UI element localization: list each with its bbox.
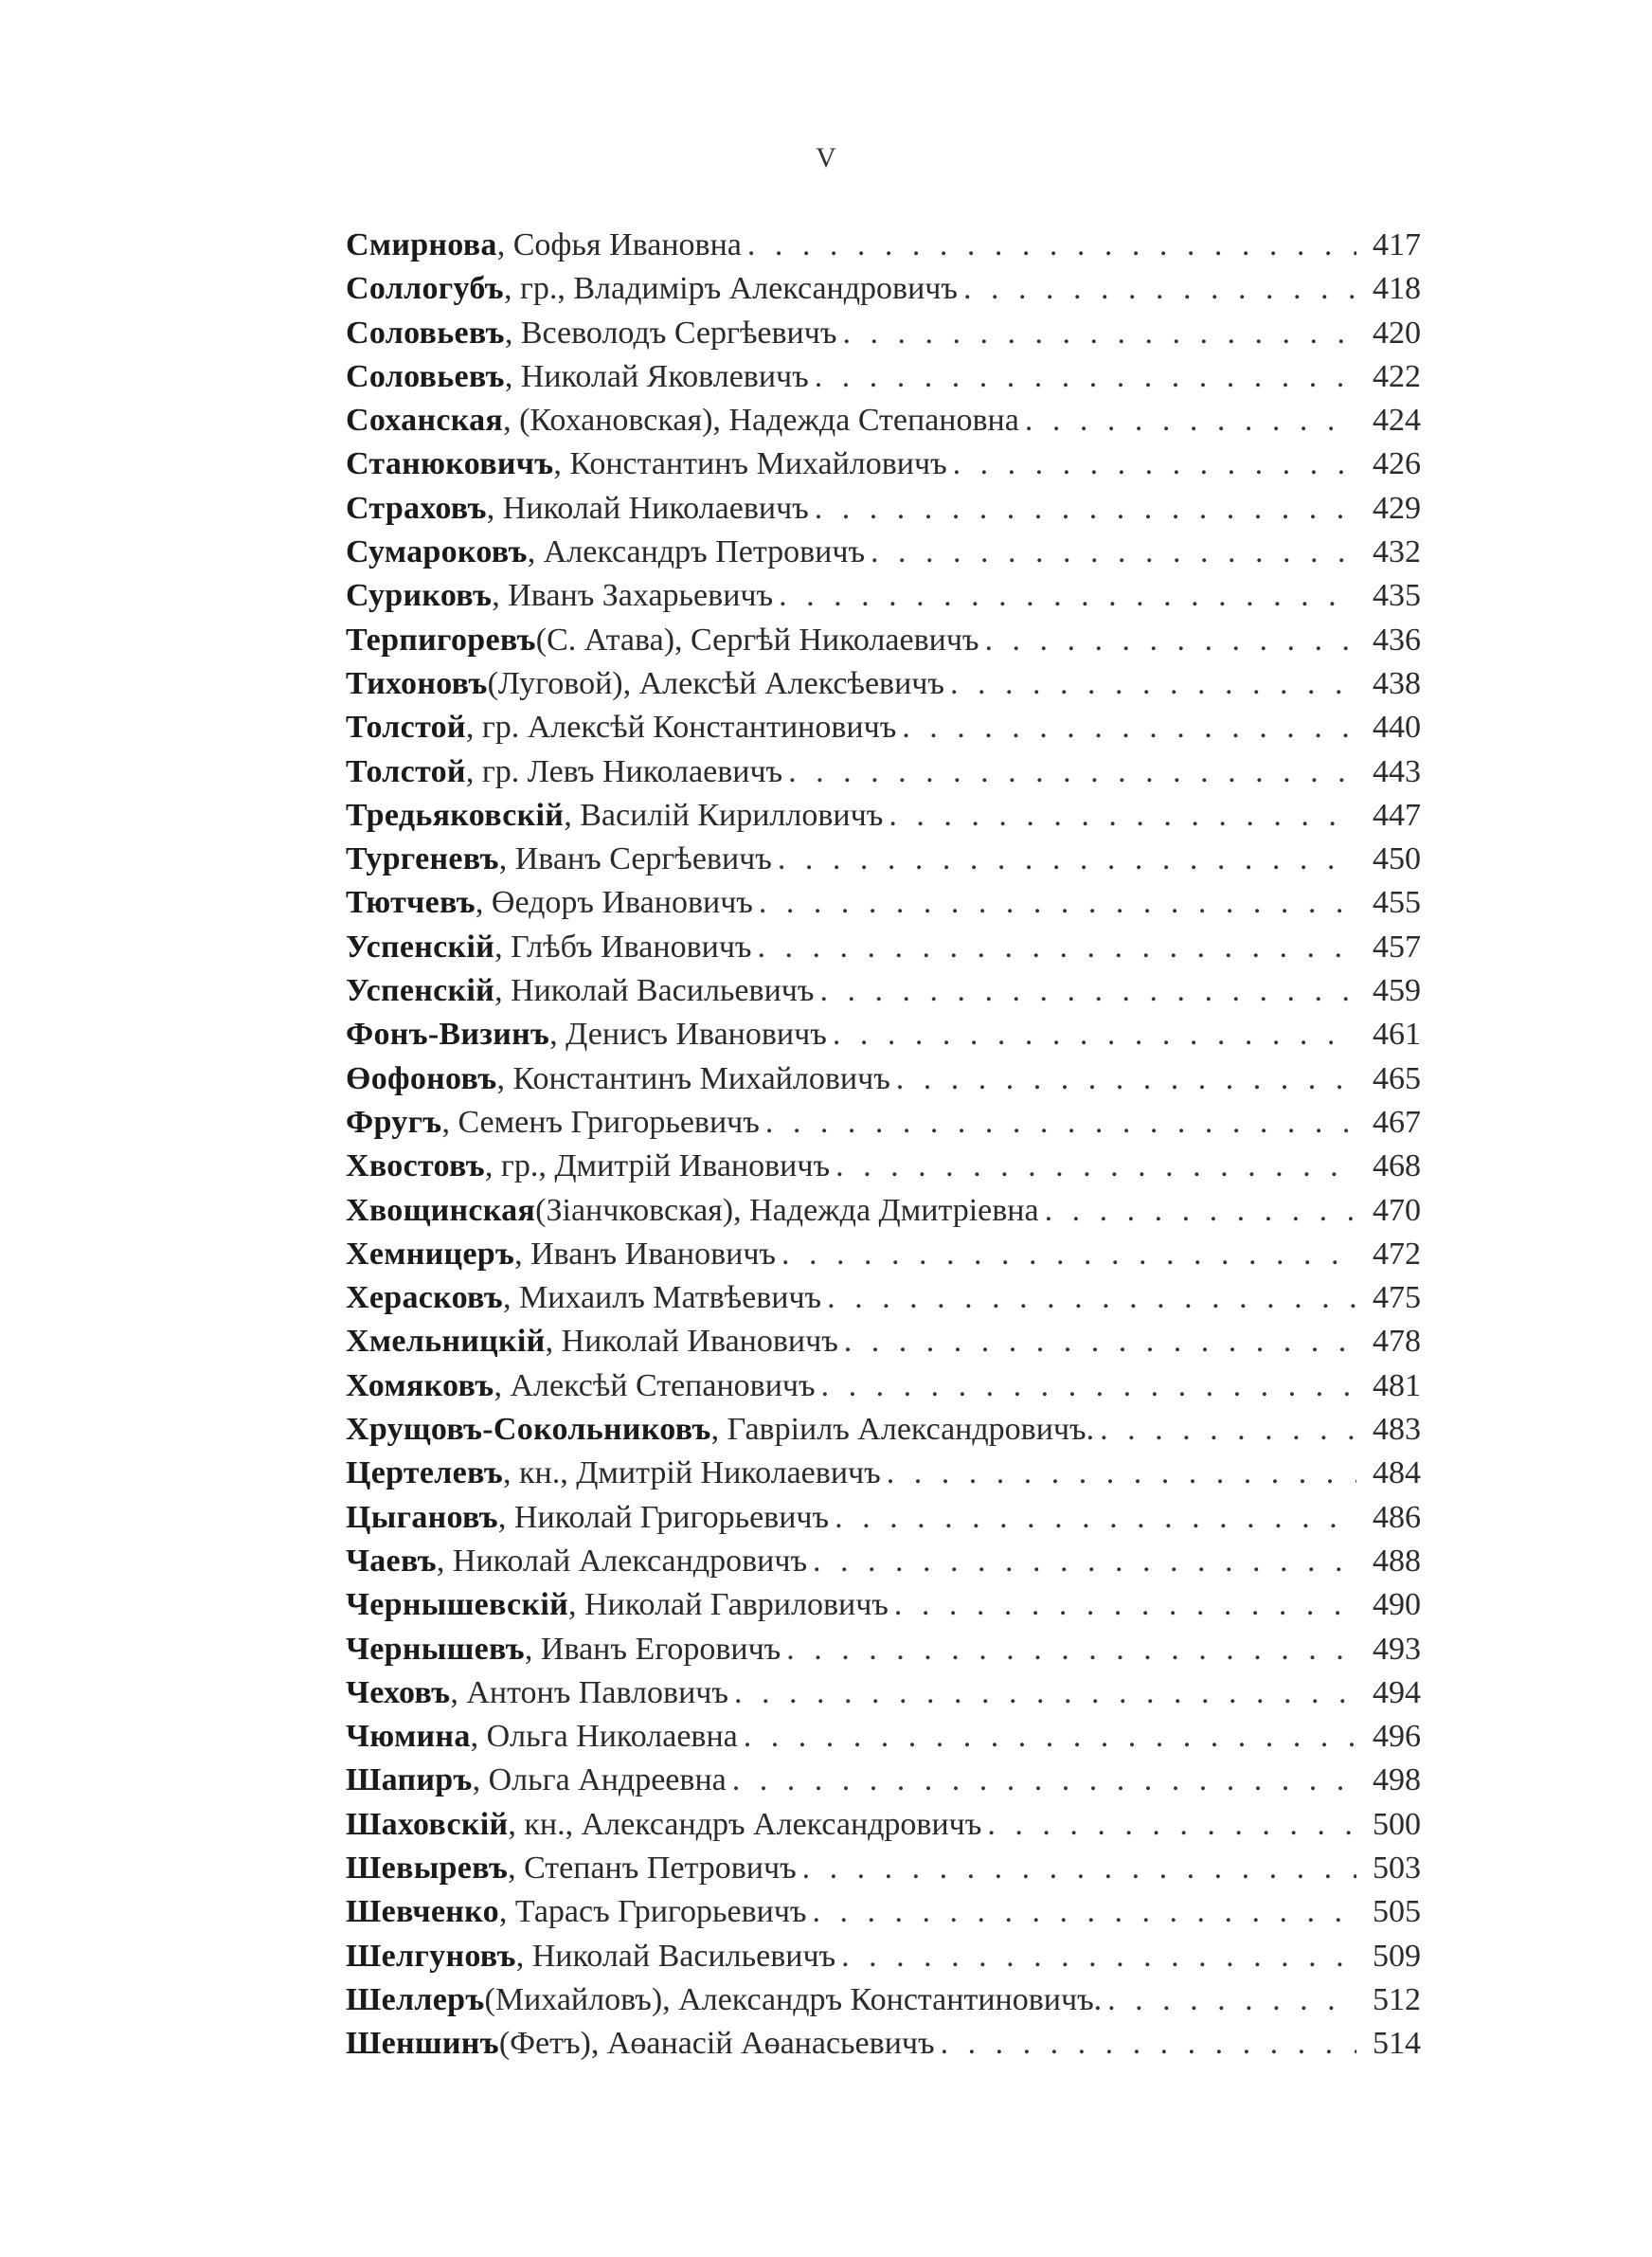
leader-dots [1045, 1193, 1356, 1229]
entry-name-details: , Тарасъ Григорьевичъ [498, 1894, 807, 1930]
entry-page-number: 426 [1373, 446, 1421, 482]
leader-dots [815, 491, 1356, 527]
entry-name-details: , Гавріилъ Александровичъ. [710, 1412, 1095, 1448]
leader-dots [802, 1851, 1356, 1887]
entry-name-details: , Константинъ Михайловичъ [553, 446, 947, 482]
entry-surname: Шаховскій [346, 1806, 509, 1842]
table-of-contents [346, 227, 1421, 2069]
entry-page-number: 424 [1373, 403, 1421, 439]
entry-page-number: 422 [1373, 358, 1421, 394]
entry-surname: Шевыревъ [346, 1850, 509, 1886]
leader-dots [987, 1807, 1356, 1843]
entry-page-number: 435 [1373, 578, 1421, 614]
entry-surname: Цыгановъ [346, 1499, 498, 1535]
leader-dots [1100, 1412, 1356, 1448]
entry-name-details: , Александръ Петровичъ [527, 534, 866, 570]
leader-dots [815, 359, 1356, 395]
leader-dots [844, 1324, 1356, 1360]
toc-entry [346, 1500, 1421, 1544]
entry-surname: Чернышевскій [346, 1587, 568, 1623]
entry-name-details: (С. Атава), Сергѣй Николаевичъ [535, 622, 979, 658]
entry-page-number: 432 [1373, 534, 1421, 570]
entry-page-number: 465 [1373, 1060, 1421, 1096]
entry-page-number: 457 [1373, 929, 1421, 965]
toc-entry [346, 1324, 1421, 1367]
entry-name-details: , гр. Алексѣй Константиновичъ [465, 710, 897, 746]
entry-name-details: , кн., Дмитрій Николаевичъ [503, 1455, 881, 1491]
entry-page-number: 461 [1373, 1017, 1421, 1053]
leader-dots [835, 1500, 1356, 1536]
entry-surname: Смирнова [346, 227, 497, 262]
entry-surname: Сумароковъ [346, 534, 528, 570]
entry-surname: Успенскій [346, 929, 495, 965]
entry-page-number: 505 [1373, 1894, 1421, 1930]
entry-name-details: (Луговой), Алексѣй Алексѣевичъ [487, 665, 944, 701]
entry-surname: Хемницеръ [346, 1236, 515, 1272]
entry-page-number: 459 [1373, 973, 1421, 1009]
toc-entry [346, 1762, 1421, 1806]
toc-entry [346, 1544, 1421, 1587]
entry-surname: Соловьевъ [346, 315, 505, 351]
entry-name-details: , (Кохановская), Надежда Степановна [503, 403, 1019, 439]
leader-dots [813, 1544, 1356, 1580]
entry-name-details: (Фетъ), Аөанасій Аөанасьевичъ [498, 2026, 935, 2062]
entry-surname: Станюковичъ [346, 446, 554, 482]
entry-surname: Толстой [346, 710, 466, 746]
toc-entry [346, 710, 1421, 753]
entry-page-number: 512 [1373, 1981, 1421, 2017]
toc-entry [346, 1148, 1421, 1192]
entry-page-number: 418 [1373, 271, 1421, 307]
toc-entry [346, 491, 1421, 534]
entry-name-details: (Михайловъ), Александръ Константиновичъ. [484, 1981, 1103, 2017]
entry-name-details: , Николай Александровичъ [436, 1543, 808, 1579]
toc-entry [346, 1587, 1421, 1631]
entry-surname: Шеллеръ [346, 1981, 485, 2017]
entry-name-details: , Николай Григорьевичъ [497, 1499, 830, 1535]
entry-page-number: 420 [1373, 315, 1421, 351]
entry-surname: Шевченко [346, 1894, 499, 1930]
toc-entry [346, 1193, 1421, 1237]
toc-entry [346, 1105, 1421, 1148]
toc-entry [346, 1851, 1421, 1894]
page-number: V [816, 142, 836, 173]
leader-dots [835, 1148, 1356, 1184]
toc-entry [346, 1807, 1421, 1851]
entry-surname: Суриковъ [346, 578, 493, 614]
entry-name-details: (Зіанчковская), Надежда Дмитріевна [535, 1192, 1039, 1228]
leader-dots [765, 1105, 1356, 1141]
entry-surname: Хвостовъ [346, 1148, 485, 1184]
entry-page-number: 484 [1373, 1455, 1421, 1491]
entry-name-details: , Николай Николаевичъ [486, 490, 809, 526]
entry-name-details: , Всеволодъ Сергѣевичъ [504, 315, 837, 351]
toc-entry [346, 403, 1421, 446]
entry-surname: Өофоновъ [346, 1060, 497, 1096]
entry-surname: Чеховъ [346, 1674, 451, 1710]
toc-entry [346, 930, 1421, 973]
entry-page-number: 488 [1373, 1543, 1421, 1579]
toc-entry [346, 1719, 1421, 1762]
entry-surname: Шелгуновъ [346, 1938, 516, 1974]
entry-name-details: , Николай Васильевичъ [494, 973, 815, 1009]
leader-dots [833, 1017, 1356, 1053]
leader-dots [896, 1061, 1356, 1097]
entry-page-number: 467 [1373, 1104, 1421, 1140]
entry-page-number: 481 [1373, 1367, 1421, 1403]
leader-dots [889, 798, 1356, 834]
entry-name-details: , Василій Кирилловичъ [564, 797, 884, 833]
toc-entry [346, 1368, 1421, 1412]
leader-dots [788, 754, 1356, 790]
entry-surname: Толстой [346, 753, 466, 789]
entry-name-details: , Степанъ Петровичъ [508, 1850, 797, 1886]
entry-page-number: 486 [1373, 1499, 1421, 1535]
entry-surname: Соловьевъ [346, 358, 505, 394]
entry-page-number: 483 [1373, 1412, 1421, 1448]
leader-dots [841, 1939, 1356, 1975]
entry-surname: Шеншинъ [346, 2026, 499, 2062]
toc-entry [346, 1280, 1421, 1324]
entry-name-details: , Николай Яковлевичъ [504, 358, 809, 394]
entry-page-number: 509 [1373, 1938, 1421, 1974]
leader-dots [819, 973, 1356, 1009]
leader-dots [950, 666, 1356, 702]
entry-name-details: , Константинъ Михайловичъ [496, 1060, 890, 1096]
entry-surname: Чюмина [346, 1719, 471, 1755]
leader-dots [842, 316, 1356, 352]
leader-dots [732, 1762, 1356, 1798]
entry-name-details: , Ольга Николаевна [470, 1719, 738, 1755]
toc-entry [346, 1982, 1421, 2026]
toc-entry [346, 1017, 1421, 1060]
leader-dots [985, 623, 1357, 659]
entry-page-number: 490 [1373, 1587, 1421, 1623]
entry-surname: Чернышевъ [346, 1631, 525, 1667]
entry-page-number: 417 [1373, 227, 1421, 262]
leader-dots [941, 2026, 1356, 2062]
entry-name-details: , Николай Гавриловичъ [567, 1587, 889, 1623]
leader-dots [758, 930, 1357, 966]
entry-name-details: , Николай Ивановичъ [545, 1324, 838, 1360]
entry-surname: Хмельницкій [346, 1324, 546, 1360]
toc-entry [346, 578, 1421, 622]
entry-surname: Хрущовъ-Сокольниковъ [346, 1412, 711, 1448]
entry-surname: Хомяковъ [346, 1367, 494, 1403]
entry-surname: Тютчевъ [346, 885, 476, 921]
toc-entry [346, 666, 1421, 710]
entry-name-details: , Иванъ Егоровичъ [524, 1631, 781, 1667]
entry-name-details: , Софья Ивановна [496, 227, 742, 262]
entry-name-details: , Иванъ Сергѣевичъ [498, 841, 772, 877]
leader-dots [953, 446, 1356, 482]
entry-page-number: 470 [1373, 1192, 1421, 1228]
entry-page-number: 496 [1373, 1719, 1421, 1755]
toc-entry [346, 534, 1421, 578]
entry-surname: Шапиръ [346, 1762, 473, 1798]
entry-name-details: , Иванъ Захарьевичъ [492, 578, 774, 614]
toc-entry [346, 271, 1421, 315]
entry-page-number: 440 [1373, 710, 1421, 746]
entry-surname: Фонъ-Визинъ [346, 1017, 550, 1053]
entry-name-details: , Глѣбъ Ивановичъ [494, 929, 752, 965]
leader-dots [759, 885, 1356, 921]
leader-dots [827, 1280, 1356, 1316]
entry-name-details: , Семенъ Григорьевичъ [441, 1104, 760, 1140]
entry-name-details: , Михаилъ Матвѣевичъ [502, 1280, 822, 1316]
entry-name-details: , Алексѣй Степановичъ [494, 1367, 816, 1403]
entry-name-details: , Ольга Андреевна [472, 1762, 727, 1798]
leader-dots [778, 841, 1356, 877]
leader-dots [821, 1368, 1356, 1404]
entry-name-details: , гр. Левъ Николаевичъ [465, 753, 783, 789]
entry-surname: Страховъ [346, 490, 487, 526]
entry-page-number: 478 [1373, 1324, 1421, 1360]
entry-name-details: , Денисъ Ивановичъ [549, 1017, 827, 1053]
toc-entry [346, 1675, 1421, 1719]
entry-page-number: 468 [1373, 1148, 1421, 1184]
leader-dots [871, 534, 1356, 570]
entry-surname: Тургеневъ [346, 841, 499, 877]
entry-surname: Чаевъ [346, 1543, 437, 1579]
leader-dots [744, 1719, 1356, 1755]
toc-entry [346, 2026, 1421, 2069]
leader-dots [1107, 1982, 1356, 2018]
entry-page-number: 493 [1373, 1631, 1421, 1667]
entry-name-details: , Иванъ Ивановичъ [514, 1236, 777, 1272]
leader-dots [786, 1632, 1356, 1668]
leader-dots [1025, 403, 1356, 439]
entry-page-number: 503 [1373, 1850, 1421, 1886]
toc-entry [346, 798, 1421, 841]
entry-page-number: 514 [1373, 2026, 1421, 2062]
entry-page-number: 438 [1373, 665, 1421, 701]
entry-surname: Тредьяковскій [346, 797, 565, 833]
entry-page-number: 494 [1373, 1674, 1421, 1710]
entry-surname: Успенскій [346, 973, 495, 1009]
entry-page-number: 498 [1373, 1762, 1421, 1798]
entry-page-number: 429 [1373, 490, 1421, 526]
entry-page-number: 443 [1373, 753, 1421, 789]
entry-page-number: 450 [1373, 841, 1421, 877]
entry-surname: Фругъ [346, 1104, 442, 1140]
toc-entry [346, 446, 1421, 490]
entry-surname: Терпигоревъ [346, 622, 536, 658]
leader-dots [747, 227, 1356, 263]
entry-name-details: , Антонъ Павловичъ [450, 1674, 728, 1710]
entry-name-details: , кн., Александръ Александровичъ [508, 1806, 982, 1842]
toc-entry [346, 227, 1421, 271]
toc-entry [346, 754, 1421, 798]
toc-entry [346, 1894, 1421, 1938]
entry-surname: Соллогубъ [346, 271, 504, 307]
toc-entry [346, 1632, 1421, 1675]
entry-page-number: 436 [1373, 622, 1421, 658]
toc-entry [346, 359, 1421, 403]
entry-name-details: , гр., Дмитрій Ивановичъ [484, 1148, 831, 1184]
toc-entry [346, 1455, 1421, 1499]
entry-page-number: 500 [1373, 1806, 1421, 1842]
toc-entry [346, 1412, 1421, 1455]
leader-dots [963, 271, 1356, 307]
toc-entry [346, 316, 1421, 359]
entry-surname: Хвощинская [346, 1192, 536, 1228]
entry-surname: Соханская [346, 403, 504, 439]
leader-dots [887, 1455, 1356, 1491]
leader-dots [781, 1237, 1356, 1273]
leader-dots [894, 1587, 1356, 1623]
entry-name-details: , гр., Владиміръ Александровичъ [503, 271, 958, 307]
entry-name-details: , Өедоръ Ивановичъ [475, 885, 753, 921]
leader-dots [813, 1894, 1356, 1930]
entry-page-number: 472 [1373, 1236, 1421, 1272]
entry-page-number: 475 [1373, 1280, 1421, 1316]
toc-entry [346, 841, 1421, 885]
toc-entry [346, 1061, 1421, 1105]
toc-entry [346, 1237, 1421, 1280]
toc-entry [346, 885, 1421, 929]
toc-entry [346, 1939, 1421, 1982]
toc-entry [346, 973, 1421, 1017]
leader-dots [734, 1675, 1356, 1711]
entry-surname: Тихоновъ [346, 665, 488, 701]
entry-page-number: 447 [1373, 797, 1421, 833]
toc-entry [346, 623, 1421, 666]
entry-surname: Цертелевъ [346, 1455, 503, 1491]
entry-page-number: 455 [1373, 885, 1421, 921]
entry-name-details: , Николай Васильевичъ [515, 1938, 836, 1974]
entry-surname: Херасковъ [346, 1280, 503, 1316]
leader-dots [779, 578, 1356, 614]
leader-dots [902, 710, 1356, 746]
